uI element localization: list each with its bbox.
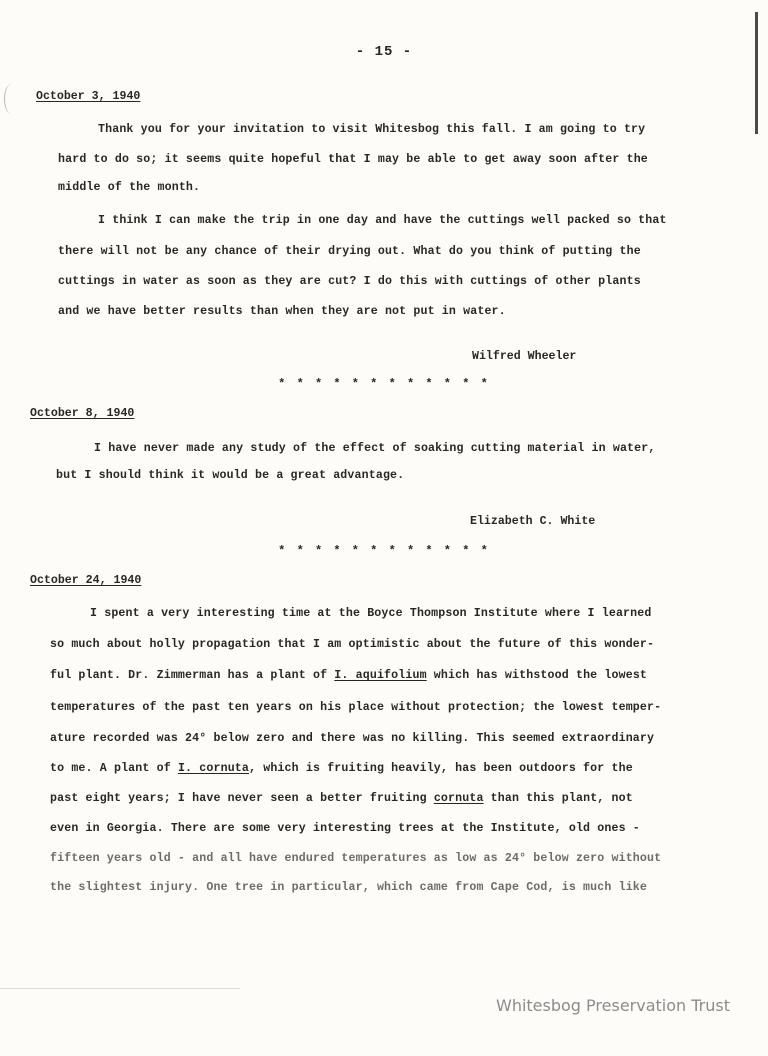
text-line (50, 792, 633, 805)
text-line: and we have better results than when they are not put in water. (58, 305, 506, 318)
signature: Wilfred Wheeler (472, 350, 577, 363)
page-edge-shadow (755, 12, 758, 134)
text-line: middle of the month. (58, 181, 201, 194)
text-line (50, 762, 633, 775)
text-line: there will not be any chance of their drying out. What do you think of putting the (58, 245, 641, 258)
text-segment: which has withstood the lowest (426, 669, 648, 682)
entry-date: October 8, 1940 (30, 407, 135, 420)
text-line: even in Georgia. There are some very interesting trees at the Institute, old ones - (50, 822, 640, 835)
separator: * * * * * * * * * * * * (278, 544, 490, 558)
entry-date: October 24, 1940 (30, 574, 142, 587)
text-segment: ful plant. Dr. Zimmerman has a plant of (50, 669, 335, 682)
separator: * * * * * * * * * * * * (278, 377, 490, 391)
text-line: I spent a very interesting time at the Boyce Thompson Institute where I learned (90, 607, 652, 620)
text-line: hard to do so; it seems quite hopeful that I may be able to get away soon after the (58, 153, 648, 166)
watermark: Whitesbog Preservation Trust (496, 996, 730, 1015)
text-line: ature recorded was 24° below zero and there was no killing. This seemed extraordinary (50, 732, 655, 745)
text-line: temperatures of the past ten years on his place without protection; the lowest temper- (50, 701, 662, 714)
species-term: I. aquifolium (334, 669, 427, 682)
text-segment: than this plant, not (483, 792, 633, 805)
species-term: I. cornuta (177, 762, 250, 775)
entry-date: October 3, 1940 (36, 90, 141, 103)
text-line: cuttings in water as soon as they are cut? I do this with cuttings of other plants (58, 275, 641, 288)
text-line: the slightest injury. One tree in particular, which came from Cape Cod, is much like (50, 881, 648, 894)
species-term: cornuta (433, 792, 484, 805)
text-line: Thank you for your invitation to visit Whitesbog this fall. I am going to try (98, 123, 646, 136)
text-line (50, 669, 647, 682)
text-segment: past eight years; I have never seen a better fruiting (50, 792, 434, 805)
text-line: fifteen years old - and all have endured temperatures as low as 24° below zero without (50, 852, 662, 865)
text-segment: to me. A plant of (50, 762, 178, 775)
signature: Elizabeth C. White (470, 515, 596, 528)
text-line: I think I can make the trip in one day and have the cuttings well packed so that (98, 214, 667, 227)
divider (0, 988, 240, 989)
text-line: I have never made any study of the effect of soaking cutting material in water, (94, 442, 656, 455)
text-line: so much about holly propagation that I am optimistic about the future of this wonder- (50, 638, 655, 651)
margin-mark (4, 84, 19, 114)
page-number: - 15 - (355, 44, 413, 60)
text-line: but I should think it would be a great advantage. (56, 469, 405, 482)
text-segment: , which is fruiting heavily, has been outdoors for the (249, 762, 633, 775)
